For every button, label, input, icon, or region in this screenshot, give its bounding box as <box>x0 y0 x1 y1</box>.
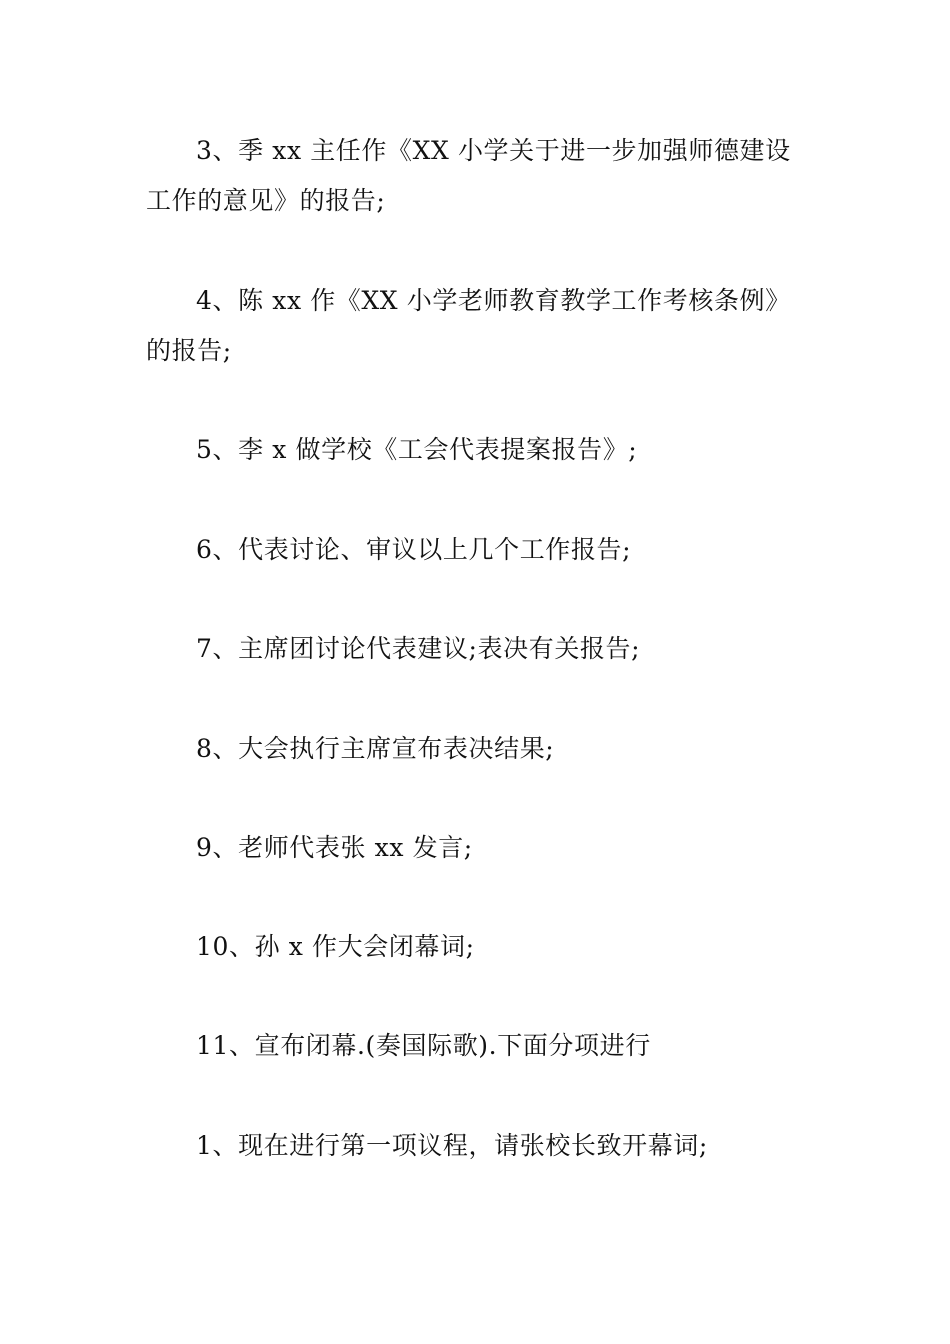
agenda-item-1: 1、现在进行第一项议程，请张校长致开幕词; <box>196 1131 708 1160</box>
agenda-item-10: 10、孙 x 作大会闭幕词; <box>196 932 475 961</box>
agenda-item-5: 5、李 x 做学校《工会代表提案报告》; <box>196 435 638 464</box>
agenda-item-9: 9、老师代表张 xx 发言; <box>196 833 473 862</box>
agenda-item-8: 8、大会执行主席宣布表决结果; <box>196 734 555 763</box>
agenda-item-3: 3、季 xx 主任作《XX 小学关于进一步加强师德建设工作的意见》的报告; <box>146 136 791 215</box>
agenda-item-11: 11、宣布闭幕.(奏国际歌).下面分项进行 <box>196 1031 651 1060</box>
agenda-item-7: 7、主席团讨论代表建议;表决有关报告; <box>196 634 641 663</box>
agenda-item-4: 4、陈 xx 作《XX 小学老师教育教学工作考核条例》的报告; <box>146 286 791 365</box>
agenda-item-6: 6、代表讨论、审议以上几个工作报告; <box>196 535 632 564</box>
